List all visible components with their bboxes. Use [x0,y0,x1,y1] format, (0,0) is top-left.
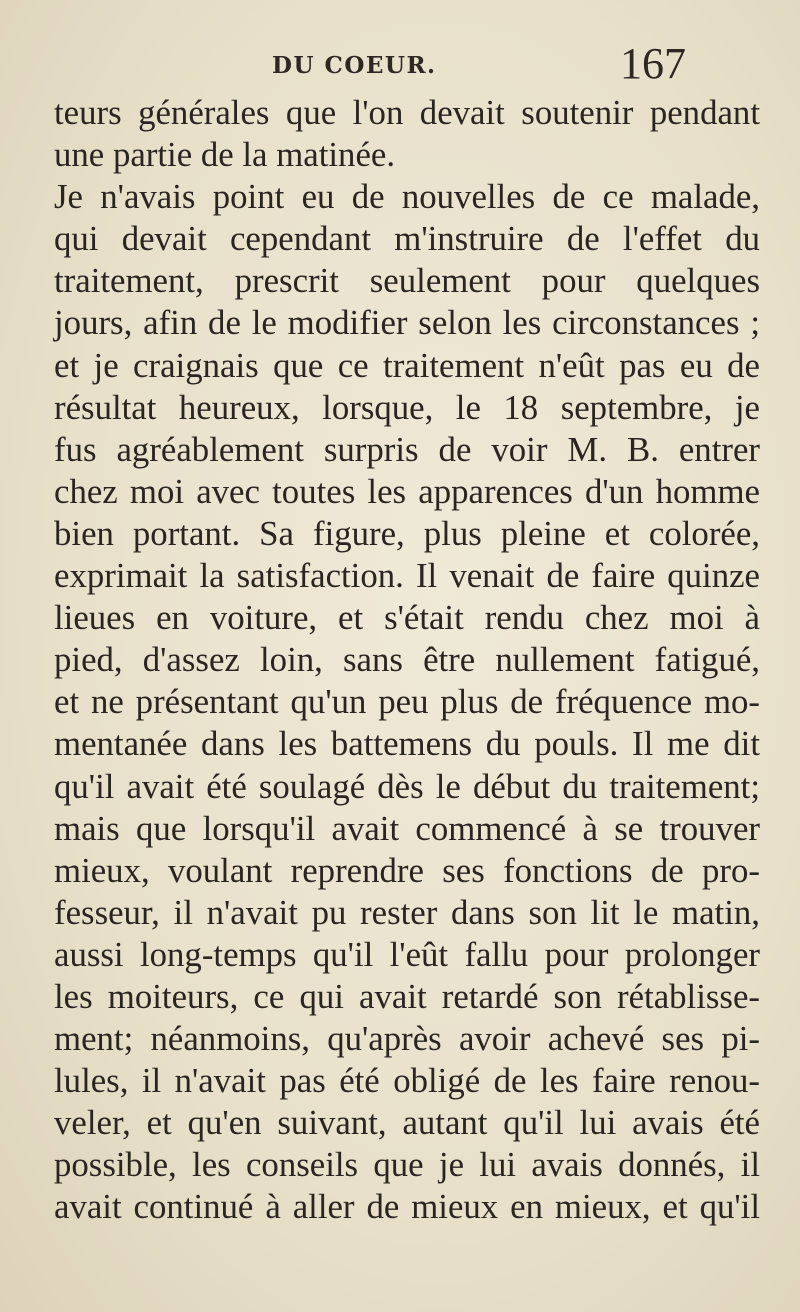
text-line: aussi long-temps qu'il l'eût fallu pour prolonger [54,934,760,974]
text-line: mieux, voulant reprendre ses fonctions de pro- [54,850,760,890]
text-line: mentanée dans les battemens du pouls. Il me dit [54,724,760,764]
text-line: qui devait cependant m'instruire de l'effet du [54,219,760,259]
text-line: qu'il avait été soulagé dès le début du traitement; [54,766,760,806]
text-line: fus agréablement surpris de voir M. B. entrer [54,429,760,469]
running-title: DU COEUR. [272,52,437,79]
text-line: lieues en voiture, et s'était rendu chez moi à [54,598,760,638]
text-line: traitement, prescrit seulement pour quelques [54,261,760,301]
text-line: ment; néanmoins, qu'après avoir achevé ses pi- [54,1019,760,1059]
text-line: les moiteurs, ce qui avait retardé son rétablisse- [54,976,760,1016]
text-line: pied, d'assez loin, sans être nullement fatigué, [54,640,760,680]
text-line: mais que lorsqu'il avait commencé à se trouver [54,808,760,848]
text-line: bien portant. Sa figure, plus pleine et colorée, [54,513,760,553]
text-line: et je craignais que ce traitement n'eût pas eu de [54,345,760,385]
text-line: lules, il n'avait pas été obligé de les faire renou- [54,1061,760,1101]
text-line: fesseur, il n'avait pu rester dans son lit le matin, [54,892,760,932]
text-line: Je n'avais point eu de nouvelles de ce malade, [54,177,760,217]
text-line: veler, et qu'en suivant, autant qu'il lui avais été [54,1103,760,1143]
page-number: 167 [620,39,686,88]
text-line: jours, afin de le modifier selon les circonstances ; [54,303,760,343]
text-line: exprimait la satisfaction. Il venait de faire quinze [54,556,760,596]
text-line: résultat heureux, lorsque, le 18 septembre, je [54,387,760,427]
text-line: chez moi avec toutes les apparences d'un homme [54,471,760,511]
text-line: une partie de la matinée. [54,135,396,175]
body-text [54,92,760,1229]
text-line: et ne présentant qu'un peu plus de fréquence mo- [54,682,760,722]
text-line: avait continué à aller de mieux en mieux, et qu'il [54,1187,760,1227]
text-line: teurs générales que l'on devait soutenir pendant [54,93,760,132]
text-line: possible, les conseils que je lui avais donnés, il [54,1145,760,1185]
